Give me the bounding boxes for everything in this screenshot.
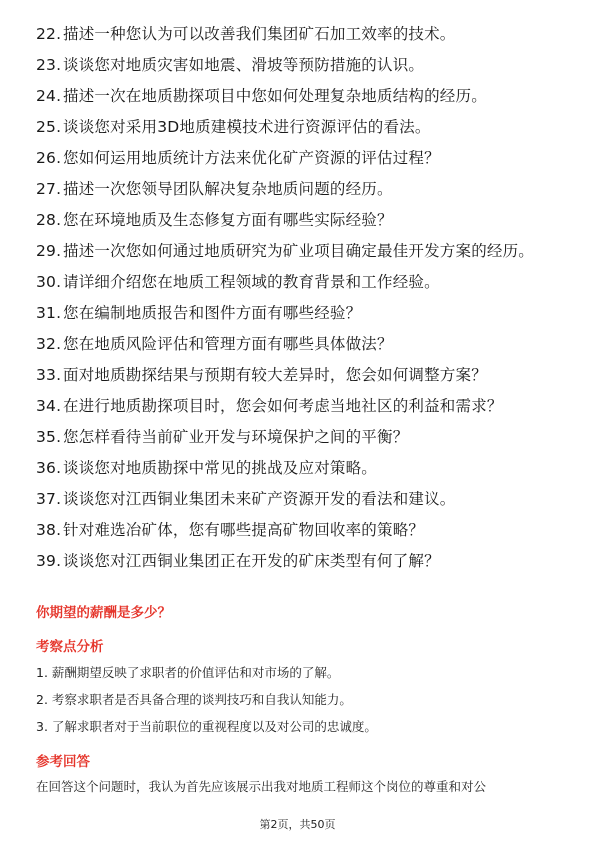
question-text: 描述一种您认为可以改善我们集团矿石加工效率的技术。	[63, 25, 456, 43]
analysis-item: 2. 考察求职者是否具备合理的谈判技巧和自我认知能力。	[36, 692, 352, 707]
question-text: 请详细介绍您在地质工程领域的教育背景和工作经验。	[63, 273, 440, 291]
question-item	[36, 396, 566, 416]
analysis-item: 1. 薪酬期望反映了求职者的价值评估和对市场的了解。	[36, 665, 340, 680]
question-item	[36, 24, 566, 44]
question-text: 谈谈您对地质灾害如地震、滑坡等预防措施的认识。	[63, 56, 425, 74]
question-text: 谈谈您对江西铜业集团正在开发的矿床类型有何了解？	[63, 552, 440, 570]
salary-question-heading: 你期望的薪酬是多少？	[36, 605, 171, 621]
question-list	[36, 24, 566, 582]
question-text: 针对难选冶矿体，您有哪些提高矿物回收率的策略？	[63, 521, 425, 539]
page-number: 第2页，共50页	[259, 818, 336, 831]
question-number: 32.	[36, 335, 62, 353]
salary-section	[36, 604, 566, 796]
question-number: 26.	[36, 149, 62, 167]
question-text: 您在地质风险评估和管理方面有哪些具体做法？	[63, 335, 393, 353]
page-footer	[0, 816, 595, 832]
answer-heading: 参考回答	[36, 754, 90, 770]
question-number: 31.	[36, 304, 62, 322]
question-text: 在进行地质勘探项目时，您会如何考虑当地社区的利益和需求？	[63, 397, 503, 415]
question-number: 34.	[36, 397, 62, 415]
question-text: 您在编制地质报告和图件方面有哪些经验？	[63, 304, 362, 322]
analysis-list	[36, 664, 566, 736]
question-text: 描述一次在地质勘探项目中您如何处理复杂地质结构的经历。	[63, 87, 487, 105]
question-item	[36, 520, 566, 540]
question-number: 28.	[36, 211, 62, 229]
question-number: 24.	[36, 87, 62, 105]
question-text: 描述一次您领导团队解决复杂地质问题的经历。	[63, 180, 393, 198]
question-number: 37.	[36, 490, 62, 508]
question-number: 39.	[36, 552, 62, 570]
question-number: 33.	[36, 366, 62, 384]
question-number: 29.	[36, 242, 62, 260]
question-text: 您在环境地质及生态修复方面有哪些实际经验？	[63, 211, 393, 229]
question-number: 22.	[36, 25, 62, 43]
analysis-heading: 考察点分析	[36, 639, 104, 655]
question-number: 36.	[36, 459, 62, 477]
question-item	[36, 272, 566, 292]
question-item	[36, 210, 566, 230]
answer-text: 在回答这个问题时，我认为首先应该展示出我对地质工程师这个岗位的尊重和对公	[36, 779, 487, 794]
question-item	[36, 117, 566, 137]
question-number: 25.	[36, 118, 62, 136]
question-text: 面对地质勘探结果与预期有较大差异时，您会如何调整方案？	[63, 366, 487, 384]
question-item	[36, 86, 566, 106]
question-number: 35.	[36, 428, 62, 446]
question-number: 23.	[36, 56, 62, 74]
question-text: 谈谈您对地质勘探中常见的挑战及应对策略。	[63, 459, 378, 477]
question-text: 谈谈您对江西铜业集团未来矿产资源开发的看法和建议。	[63, 490, 456, 508]
question-item	[36, 303, 566, 323]
question-item	[36, 241, 566, 261]
question-item	[36, 334, 566, 354]
question-number: 27.	[36, 180, 62, 198]
question-text: 您怎样看待当前矿业开发与环境保护之间的平衡？	[63, 428, 409, 446]
analysis-item: 3. 了解求职者对于当前职位的重视程度以及对公司的忠诚度。	[36, 719, 377, 734]
question-item	[36, 365, 566, 385]
question-item	[36, 55, 566, 75]
question-item	[36, 551, 566, 571]
question-text: 描述一次您如何通过地质研究为矿业项目确定最佳开发方案的经历。	[63, 242, 535, 260]
question-text: 您如何运用地质统计方法来优化矿产资源的评估过程？	[63, 149, 440, 167]
question-item	[36, 489, 566, 509]
question-item	[36, 458, 566, 478]
question-number: 30.	[36, 273, 62, 291]
question-item	[36, 179, 566, 199]
question-text: 谈谈您对采用3D地质建模技术进行资源评估的看法。	[63, 118, 431, 136]
question-item	[36, 427, 566, 447]
question-item	[36, 148, 566, 168]
question-number: 38.	[36, 521, 62, 539]
